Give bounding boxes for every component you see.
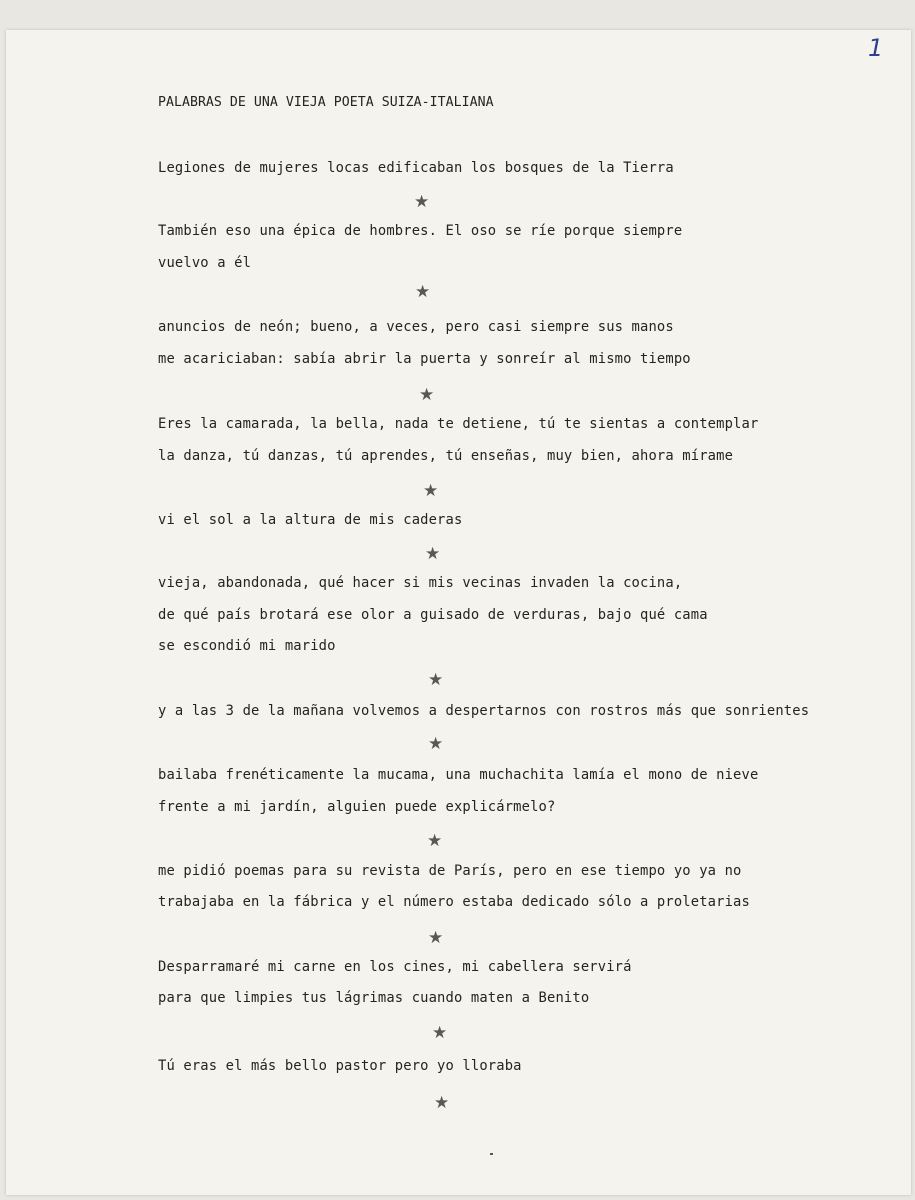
poem-line: la danza, tú danzas, tú aprendes, tú enseñas, muy bien, ahora mírame — [158, 448, 734, 464]
star-separator: ★ — [415, 282, 431, 302]
poem-line: vi el sol a la altura de mis caderas — [158, 512, 463, 528]
poem-line: para que limpies tus lágrimas cuando maten a Benito — [158, 990, 590, 1006]
star-separator: ★ — [434, 1093, 450, 1113]
poem-title: PALABRAS DE UNA VIEJA POETA SUIZA-ITALIANA — [158, 95, 494, 110]
poem-line: Eres la camarada, la bella, nada te detiene, tú te sientas a contemplar — [158, 416, 759, 432]
poem-line: y a las 3 de la mañana volvemos a despertarnos con rostros más que sonrientes — [158, 703, 810, 719]
star-separator: ★ — [428, 734, 444, 754]
poem-line: se escondió mi marido — [158, 638, 336, 654]
star-separator: ★ — [428, 928, 444, 948]
poem-line: vuelvo a él — [158, 255, 252, 271]
poem-line: También eso una épica de hombres. El oso se ríe porque siempre — [158, 223, 683, 239]
star-separator: ★ — [425, 544, 441, 564]
poem-line: bailaba frenéticamente la mucama, una muchachita lamía el mono de nieve — [158, 767, 759, 783]
poem-line: vieja, abandonada, qué hacer si mis vecinas invaden la cocina, — [158, 575, 683, 591]
poem-line: Desparramaré mi carne en los cines, mi cabellera servirá — [158, 959, 632, 975]
star-separator: ★ — [423, 481, 439, 501]
poem-line: trabajaba en la fábrica y el número estaba dedicado sólo a proletarias — [158, 894, 750, 910]
poem-line: me pidió poemas para su revista de París, pero en ese tiempo yo ya no — [158, 863, 742, 879]
poem-line: de qué país brotará ese olor a guisado de verduras, bajo qué cama — [158, 607, 708, 623]
poem-line: Legiones de mujeres locas edificaban los bosques de la Tierra — [158, 160, 674, 176]
star-separator: ★ — [432, 1023, 448, 1043]
poem-line: me acariciaban: sabía abrir la puerta y sonreír al mismo tiempo — [158, 351, 691, 367]
star-separator: ★ — [427, 831, 443, 851]
poem-line: frente a mi jardín, alguien puede explicármelo? — [158, 799, 556, 815]
star-separator: ★ — [428, 670, 444, 690]
paper-speck — [490, 1153, 493, 1155]
poem-line: anuncios de neón; bueno, a veces, pero casi siempre sus manos — [158, 319, 674, 335]
page-number: 1 — [868, 34, 884, 62]
poem-line: Tú eras el más bello pastor pero yo lloraba — [158, 1058, 522, 1074]
star-separator: ★ — [414, 192, 430, 212]
star-separator: ★ — [419, 385, 435, 405]
